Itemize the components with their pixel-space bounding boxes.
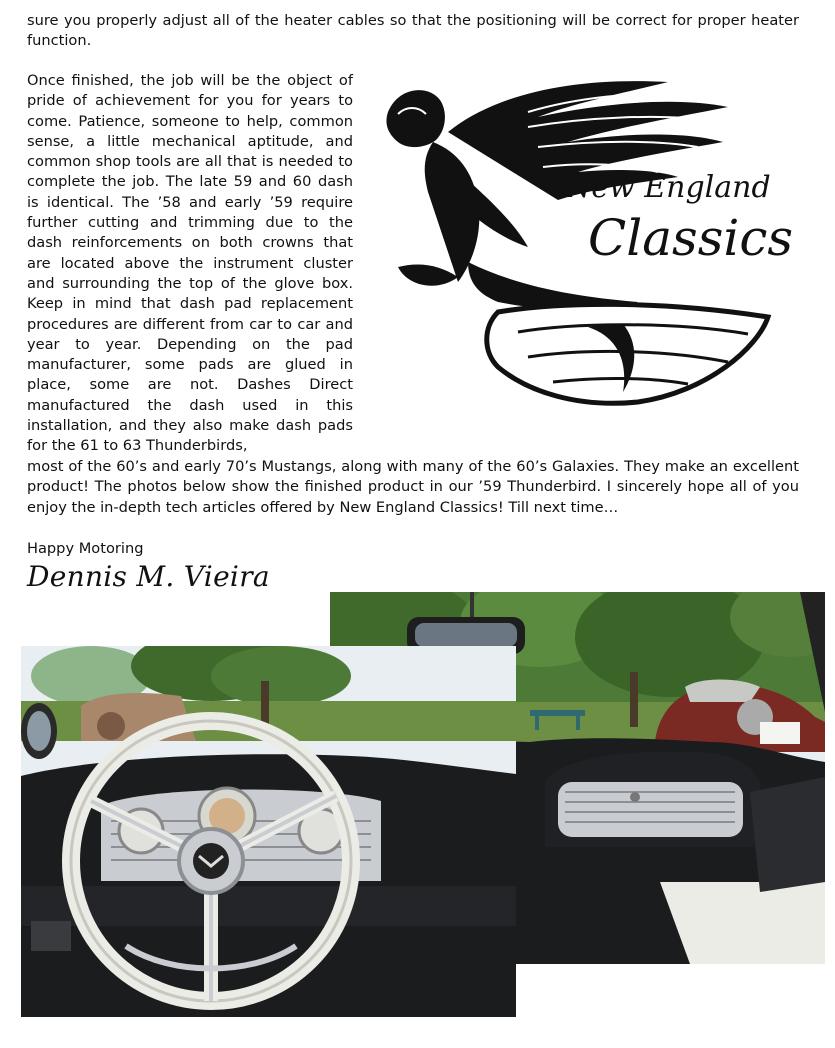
logo-text-line1: New England — [565, 170, 771, 205]
signature: Dennis M. Vieira — [27, 560, 270, 593]
intro-paragraph: sure you properly adjust all of the heater cables so that the positioning will be correct for proper heater function. — [27, 12, 799, 50]
photo-steering-wheel-cluster — [21, 646, 516, 1017]
main-paragraph-continued: most of the 60’s and early 70’s Mustangs, along with many of the 60’s Galaxies. They make an excellent product! The photos below show the finished product in our ’59 Thunderbird. I sincerely hope all of you enjoy the in-depth tech articles offered by New England Classics! Till next time… — [27, 458, 799, 516]
logo-text-line2: Classics — [588, 209, 794, 267]
signoff: Happy Motoring — [27, 540, 144, 557]
main-paragraph-left: Once finished, the job will be the object of pride of achievement for you for years to come. Patience, someone to help, common sense, a little mechanical aptitude, and common shop tools are all that is needed to complete the job. The late 59 and 60 dash is identical. The ’58 and early ’59 require further cutting and trimming due to the dash reinforcements on both crowns that are located above the instrument cluster and surrounding the top of the glove box. Keep in mind that dash pad replacement procedures are different from car to car and year to year. Depending on the pad manufacturer, some pads are glued in place, some are not. Dashes Direct manufactured the dash used in this installation, and they also make dash pads for the 61 to 63 Thunderbirds, — [27, 72, 353, 455]
